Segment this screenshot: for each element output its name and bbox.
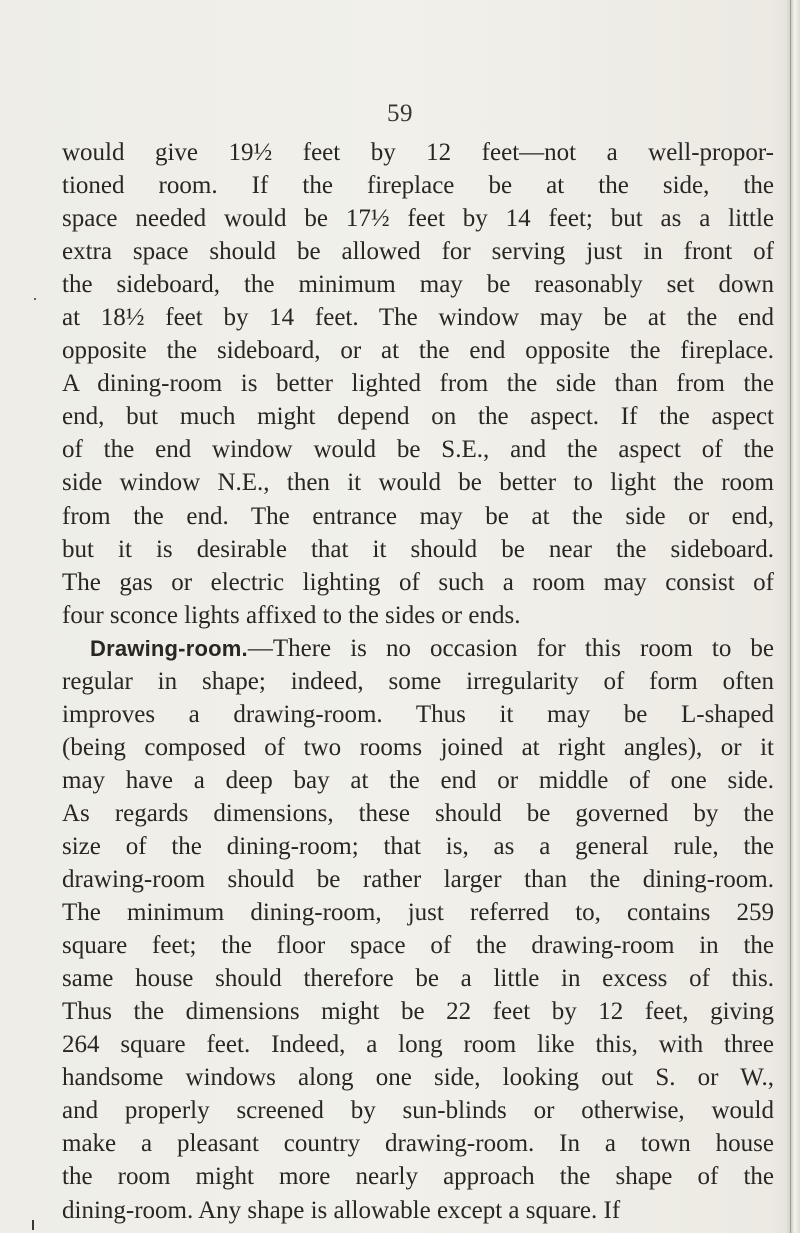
text-line: same house should therefore be a little in excess of this. — [62, 965, 774, 993]
section-heading: Drawing-room. — [90, 635, 248, 661]
text-line: The gas or electric lighting of such a room may consist of — [62, 568, 774, 596]
text-line: from the end. The entrance may be at the side or end, — [62, 502, 774, 530]
text-line: size of the dining-room; that is, as a general rule, the — [62, 832, 774, 860]
text-line: Thus the dimensions might be 22 feet by 12 feet, giving — [62, 998, 774, 1026]
text-line: the room might more nearly approach the shape of the — [62, 1163, 774, 1191]
text-line: drawing-room should be rather larger than the dining-room. — [62, 866, 774, 894]
text-line: may have a deep bay at the end or middle of one side. — [62, 766, 774, 794]
text-line: but it is desirable that it should be near the sideboard. — [62, 535, 774, 563]
text-line: 264 square feet. Indeed, a long room like this, with three — [62, 1031, 774, 1059]
page-number: 59 — [387, 100, 413, 127]
text-line: space needed would be 17½ feet by 14 feet; but as a little — [62, 205, 774, 233]
text-line: square feet; the floor space of the drawing-room in the — [62, 932, 774, 960]
text-line: would give 19½ feet by 12 feet—not a well-propor- — [62, 139, 774, 166]
text-line: tioned room. If the fireplace be at the side, the — [62, 172, 774, 200]
text-line: of the end window would be S.E., and the aspect of the — [62, 436, 774, 464]
section-first-line: —There is no occasion for this room to be — [247, 634, 774, 662]
text-line: side window N.E., then it would be better to light the room — [62, 469, 774, 497]
body-text — [62, 136, 774, 1227]
text-line: extra space should be allowed for serving just in front of — [62, 238, 774, 266]
paper-speck — [34, 298, 36, 300]
page-edge — [786, 0, 800, 1233]
text-line: dining-room. Any shape is allowable except a square. If — [62, 1196, 621, 1224]
text-line: and properly screened by sun-blinds or otherwise, would — [62, 1097, 774, 1125]
section-opening-line — [62, 632, 774, 665]
text-line: opposite the sideboard, or at the end opposite the fireplace. — [62, 337, 774, 365]
paper-speck — [32, 1220, 34, 1230]
text-line: regular in shape; indeed, some irregularity of form often — [62, 667, 774, 695]
text-line: handsome windows along one side, looking out S. or W., — [62, 1064, 774, 1092]
text-line: As regards dimensions, these should be governed by the — [62, 799, 774, 827]
text-line: end, but much might depend on the aspect. If the aspect — [62, 403, 774, 431]
text-line: (being composed of two rooms joined at right angles), or it — [62, 733, 774, 761]
text-line: the sideboard, the minimum may be reasonably set down — [62, 271, 774, 299]
page-edge-line — [790, 0, 791, 1233]
text-line: A dining-room is better lighted from the side than from the — [62, 370, 774, 398]
text-line: four sconce lights affixed to the sides or ends. — [62, 601, 521, 629]
text-line: The minimum dining-room, just referred to, contains 259 — [62, 899, 774, 927]
text-line: improves a drawing-room. Thus it may be L-shaped — [62, 700, 774, 728]
text-line: at 18½ feet by 14 feet. The window may be at the end — [62, 304, 774, 332]
text-line: make a pleasant country drawing-room. In a town house — [62, 1130, 774, 1158]
